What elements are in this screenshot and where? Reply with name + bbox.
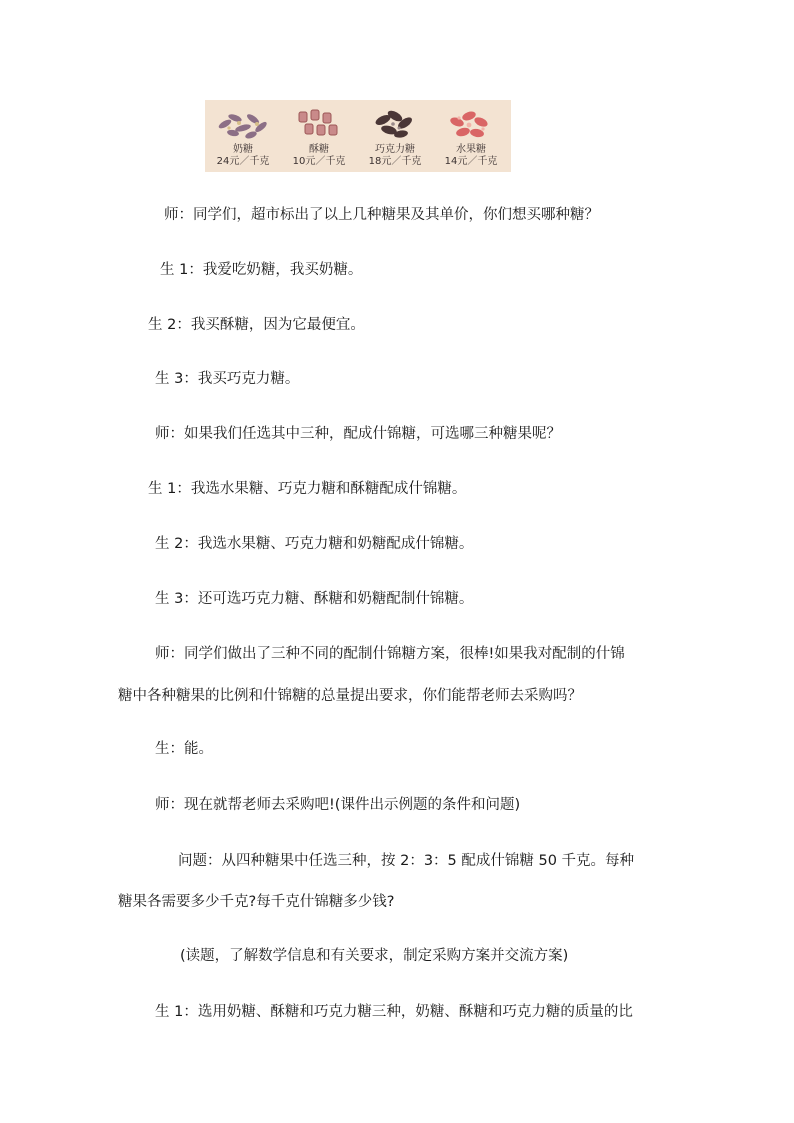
candy-crisp bbox=[281, 100, 357, 172]
fruit-candy-pile-icon bbox=[441, 104, 501, 142]
candy-milk bbox=[205, 100, 281, 172]
candy-chocolate bbox=[357, 100, 433, 172]
candy-name: 奶糖 bbox=[233, 144, 253, 155]
candy-price: 10元／千克 bbox=[292, 156, 346, 167]
candy-price: 14元／千克 bbox=[444, 156, 498, 167]
chocolate-candy-pile-icon bbox=[365, 104, 425, 142]
crisp-candy-pile-icon bbox=[289, 104, 349, 142]
paragraph-reading-note: (读题，了解数学信息和有关要求，制定采购方案并交流方案) bbox=[180, 948, 569, 964]
paragraph-teacher-question: 师：同学们，超市标出了以上几种糖果及其单价，你们想买哪种糖？ bbox=[164, 207, 599, 223]
paragraph-student-1-answer: 生 1：我选水果糖、巧克力糖和酥糖配成什锦糖。 bbox=[148, 481, 467, 497]
paragraph-teacher-question-2: 师：如果我们任选其中三种，配成什锦糖，可选哪三种糖果呢？ bbox=[155, 426, 561, 442]
paragraph-student-1-solution: 生 1：选用奶糖、酥糖和巧克力糖三种，奶糖、酥糖和巧克力糖的质量的比 bbox=[155, 1004, 633, 1020]
paragraph-student-3: 生 3：我买巧克力糖。 bbox=[155, 371, 300, 387]
candy-fruit bbox=[433, 100, 509, 172]
candy-name: 酥糖 bbox=[309, 144, 329, 155]
candy-name: 水果糖 bbox=[456, 144, 486, 155]
candy-price-image bbox=[205, 100, 511, 172]
paragraph-teacher-praise-line-1: 师：同学们做出了三种不同的配制什锦糖方案，很棒!如果我对配制的什锦 bbox=[155, 646, 625, 662]
paragraph-student-3-answer: 生 3：还可选巧克力糖、酥糖和奶糖配制什锦糖。 bbox=[155, 591, 474, 607]
paragraph-student-2-answer: 生 2：我选水果糖、巧克力糖和奶糖配成什锦糖。 bbox=[155, 536, 474, 552]
paragraph-problem-line-2: 糖果各需要多少千克?每千克什锦糖多少钱? bbox=[118, 894, 395, 910]
milk-candy-pile-icon bbox=[213, 104, 273, 142]
candy-price: 24元／千克 bbox=[216, 156, 270, 167]
paragraph-student-1: 生 1：我爱吃奶糖，我买奶糖。 bbox=[160, 262, 363, 278]
paragraph-problem-line-1: 问题：从四种糖果中任选三种，按 2：3：5 配成什锦糖 50 千克。每种 bbox=[178, 853, 635, 869]
candy-name: 巧克力糖 bbox=[375, 144, 415, 155]
paragraph-students-reply: 生：能。 bbox=[155, 741, 213, 757]
paragraph-teacher-praise-line-2: 糖中各种糖果的比例和什锦糖的总量提出要求，你们能帮老师去采购吗？ bbox=[118, 688, 582, 704]
candy-price: 18元／千克 bbox=[368, 156, 422, 167]
paragraph-teacher-instruction: 师：现在就帮老师去采购吧!(课件出示例题的条件和问题) bbox=[155, 797, 521, 813]
paragraph-student-2: 生 2：我买酥糖，因为它最便宜。 bbox=[148, 317, 365, 333]
